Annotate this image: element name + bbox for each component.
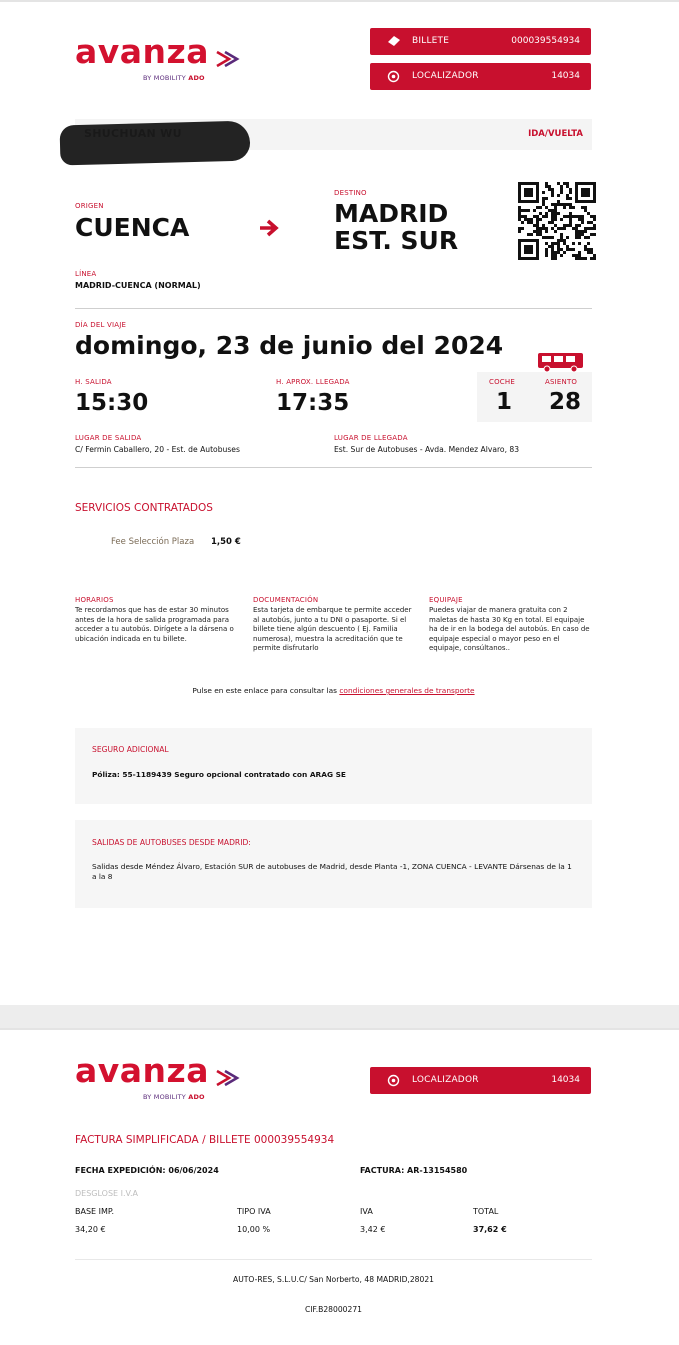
arrival-place-label: LUGAR DE LLEGADA — [334, 434, 408, 442]
target-icon — [387, 70, 400, 83]
info-documentacion — [253, 596, 415, 654]
vat-rate-value: 10,00 % — [237, 1225, 271, 1234]
day-label: DÍA DEL VIAJE — [75, 321, 127, 329]
billete-label: BILLETE — [412, 36, 450, 46]
info-text: Esta tarjeta de embarque te permite acceder al autobús, junto a tu DNI o pasaporte. Si el billete tiene algún descuento ( Ej. Familia numerosa), muestra la acreditación que te permite disfrutarlo — [253, 606, 412, 653]
insurance-title: SEGURO ADICIONAL — [92, 745, 169, 754]
conditions-prefix: Pulse en este enlace para consultar las — [192, 686, 340, 695]
arrival-time: 17:35 — [276, 390, 350, 416]
arrow-right-icon — [258, 219, 280, 237]
logo-wordmark: avanza — [75, 32, 210, 71]
localizador-badge — [370, 1067, 591, 1094]
column-header: BASE IMP. — [75, 1207, 115, 1216]
billete-badge — [370, 28, 591, 55]
seat-number: 28 — [549, 389, 582, 415]
invoice-number: FACTURA: AR-13154580 — [360, 1166, 468, 1175]
localizador-badge — [370, 63, 591, 90]
destination-city-line1: MADRID — [334, 199, 449, 228]
redaction-scribble — [60, 121, 251, 166]
info-title: EQUIPAJE — [429, 596, 463, 604]
qr-code-icon — [518, 182, 596, 260]
departure-place-label: LUGAR DE SALIDA — [75, 434, 142, 442]
vat-breakdown-label: DESGLOSE I.V.A — [75, 1189, 138, 1198]
column-header: TIPO IVA — [237, 1207, 271, 1216]
info-horarios — [75, 596, 235, 644]
origin-city: CUENCA — [75, 213, 190, 242]
logo-wordmark: avanza — [75, 1051, 210, 1090]
logo-subtitle: BY MOBILITY ADO — [143, 74, 205, 82]
info-title: DOCUMENTACIÓN — [253, 596, 319, 604]
departure-place: C/ Fermin Caballero, 20 - Est. de Autobuses — [75, 445, 240, 454]
company-address: AUTO-RES, S.L.U.C/ San Norberto, 48 MADRID,28021 — [233, 1275, 434, 1284]
avanza-logo — [75, 1051, 247, 1107]
service-item-name: Fee Selección Plaza — [111, 537, 195, 547]
logo-subtitle: BY MOBILITY ADO — [143, 1093, 205, 1101]
destination-city-line2: EST. SUR — [334, 226, 459, 255]
departures-text: Salidas desde Méndez Álvaro, Estación SUR de autobuses de Madrid, desde Planta -1, ZONA CUENCA - LEVANTE Dársenas de la 1 a la 8 — [92, 862, 572, 881]
ticket-icon — [387, 35, 401, 47]
divider — [75, 467, 592, 468]
company-cif: CIF.B28000271 — [305, 1305, 362, 1314]
services-title: SERVICIOS CONTRATADOS — [75, 502, 213, 514]
departure-time-label: H. SALIDA — [75, 378, 112, 386]
logo-chevrons-icon — [215, 48, 245, 70]
logo-chevrons-icon — [215, 1067, 245, 1089]
insurance-box — [75, 728, 592, 804]
billete-value: 000039554934 — [511, 36, 580, 46]
invoice-page — [0, 1028, 679, 1345]
seat-box — [477, 372, 592, 422]
avanza-logo — [75, 32, 247, 88]
passenger-bar — [75, 119, 592, 150]
origin-label: ORIGEN — [75, 202, 104, 210]
madrid-departures-box — [75, 820, 592, 908]
travel-date: domingo, 23 de junio del 2024 — [75, 331, 504, 360]
total-value: 37,62 € — [473, 1225, 507, 1234]
departures-title: SALIDAS DE AUTOBUSES DESDE MADRID: — [92, 838, 251, 847]
localizador-value: 14034 — [551, 1075, 580, 1085]
localizador-label: LOCALIZADOR — [412, 71, 479, 81]
destination-label: DESTINO — [334, 189, 367, 197]
info-title: HORARIOS — [75, 596, 114, 604]
bus-icon — [537, 352, 584, 374]
service-item-price: 1,50 € — [211, 537, 241, 547]
localizador-label: LOCALIZADOR — [412, 1075, 479, 1085]
target-icon — [387, 1074, 400, 1087]
column-header: IVA — [360, 1207, 373, 1216]
divider — [75, 1259, 592, 1260]
departure-time: 15:30 — [75, 390, 149, 416]
invoice-title: FACTURA SIMPLIFICADA / BILLETE 000039554934 — [75, 1134, 335, 1146]
seat-label: ASIENTO — [545, 378, 578, 386]
info-equipaje — [429, 596, 592, 654]
base-value: 34,20 € — [75, 1225, 106, 1234]
divider — [75, 308, 592, 309]
insurance-text: Póliza: 55-1189439 Seguro opcional contratado con ARAG SE — [92, 770, 346, 779]
vat-value: 3,42 € — [360, 1225, 386, 1234]
arrival-place: Est. Sur de Autobuses - Avda. Mendez Alvaro, 83 — [334, 445, 520, 454]
coach-number: 1 — [496, 389, 513, 415]
column-header: TOTAL — [473, 1207, 499, 1216]
info-text: Te recordamos que has de estar 30 minutos antes de la hora de salida programada para acceder a tu autobús. Dirígete a la dársena o ubicación indicada en tu billete. — [75, 606, 234, 643]
line-value: MADRID-CUENCA (NORMAL) — [75, 281, 201, 290]
arrival-time-label: H. APROX. LLEGADA — [276, 378, 350, 386]
trip-type: IDA/VUELTA — [528, 129, 583, 139]
coach-label: COCHE — [489, 378, 515, 386]
conditions-link[interactable]: condiciones generales de transporte — [339, 686, 475, 695]
conditions-line — [75, 686, 592, 695]
localizador-value: 14034 — [551, 71, 580, 81]
line-label: LÍNEA — [75, 270, 97, 278]
issue-date: FECHA EXPEDICIÓN: 06/06/2024 — [75, 1166, 219, 1175]
info-text: Puedes viajar de manera gratuita con 2 maletas de hasta 30 Kg en total. El equipaje ha de ir en la bodega del autobús. En caso de equipaje especial o mayor peso en el equipaje, consúltanos.. — [429, 606, 590, 653]
